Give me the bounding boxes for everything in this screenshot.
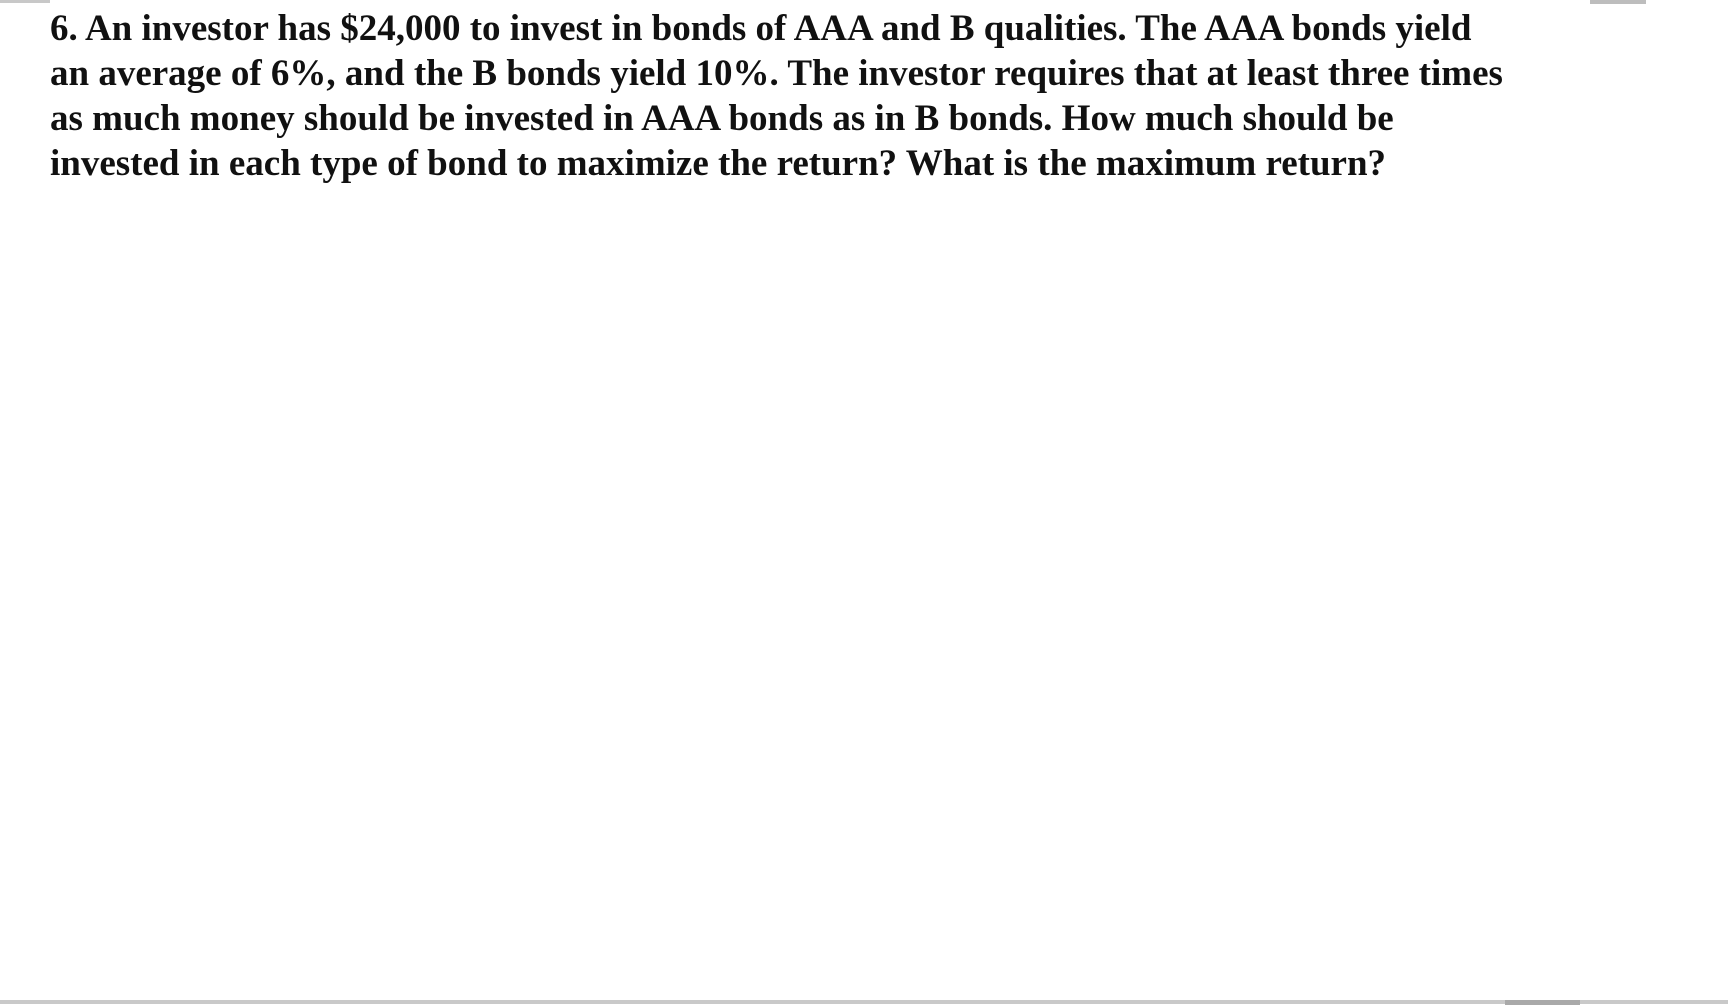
bottom-divider — [0, 1000, 1728, 1004]
problem-line: as much money should be invested in AAA bonds as in B bonds. How much should be — [50, 98, 1394, 139]
problem-line: 6. An investor has $24,000 to invest in bonds of AAA and B qualities. The AAA bonds yield — [50, 8, 1472, 49]
problem-line: an average of 6%, and the B bonds yield 10%. The investor requires that at least three times — [50, 53, 1503, 94]
problem-line: invested in each type of bond to maximize the return? What is the maximum return? — [50, 143, 1387, 184]
top-right-edge-mark — [1590, 0, 1646, 4]
bottom-divider-accent — [1505, 1000, 1580, 1005]
top-left-edge-mark — [0, 0, 50, 3]
problem-statement — [50, 6, 1700, 186]
